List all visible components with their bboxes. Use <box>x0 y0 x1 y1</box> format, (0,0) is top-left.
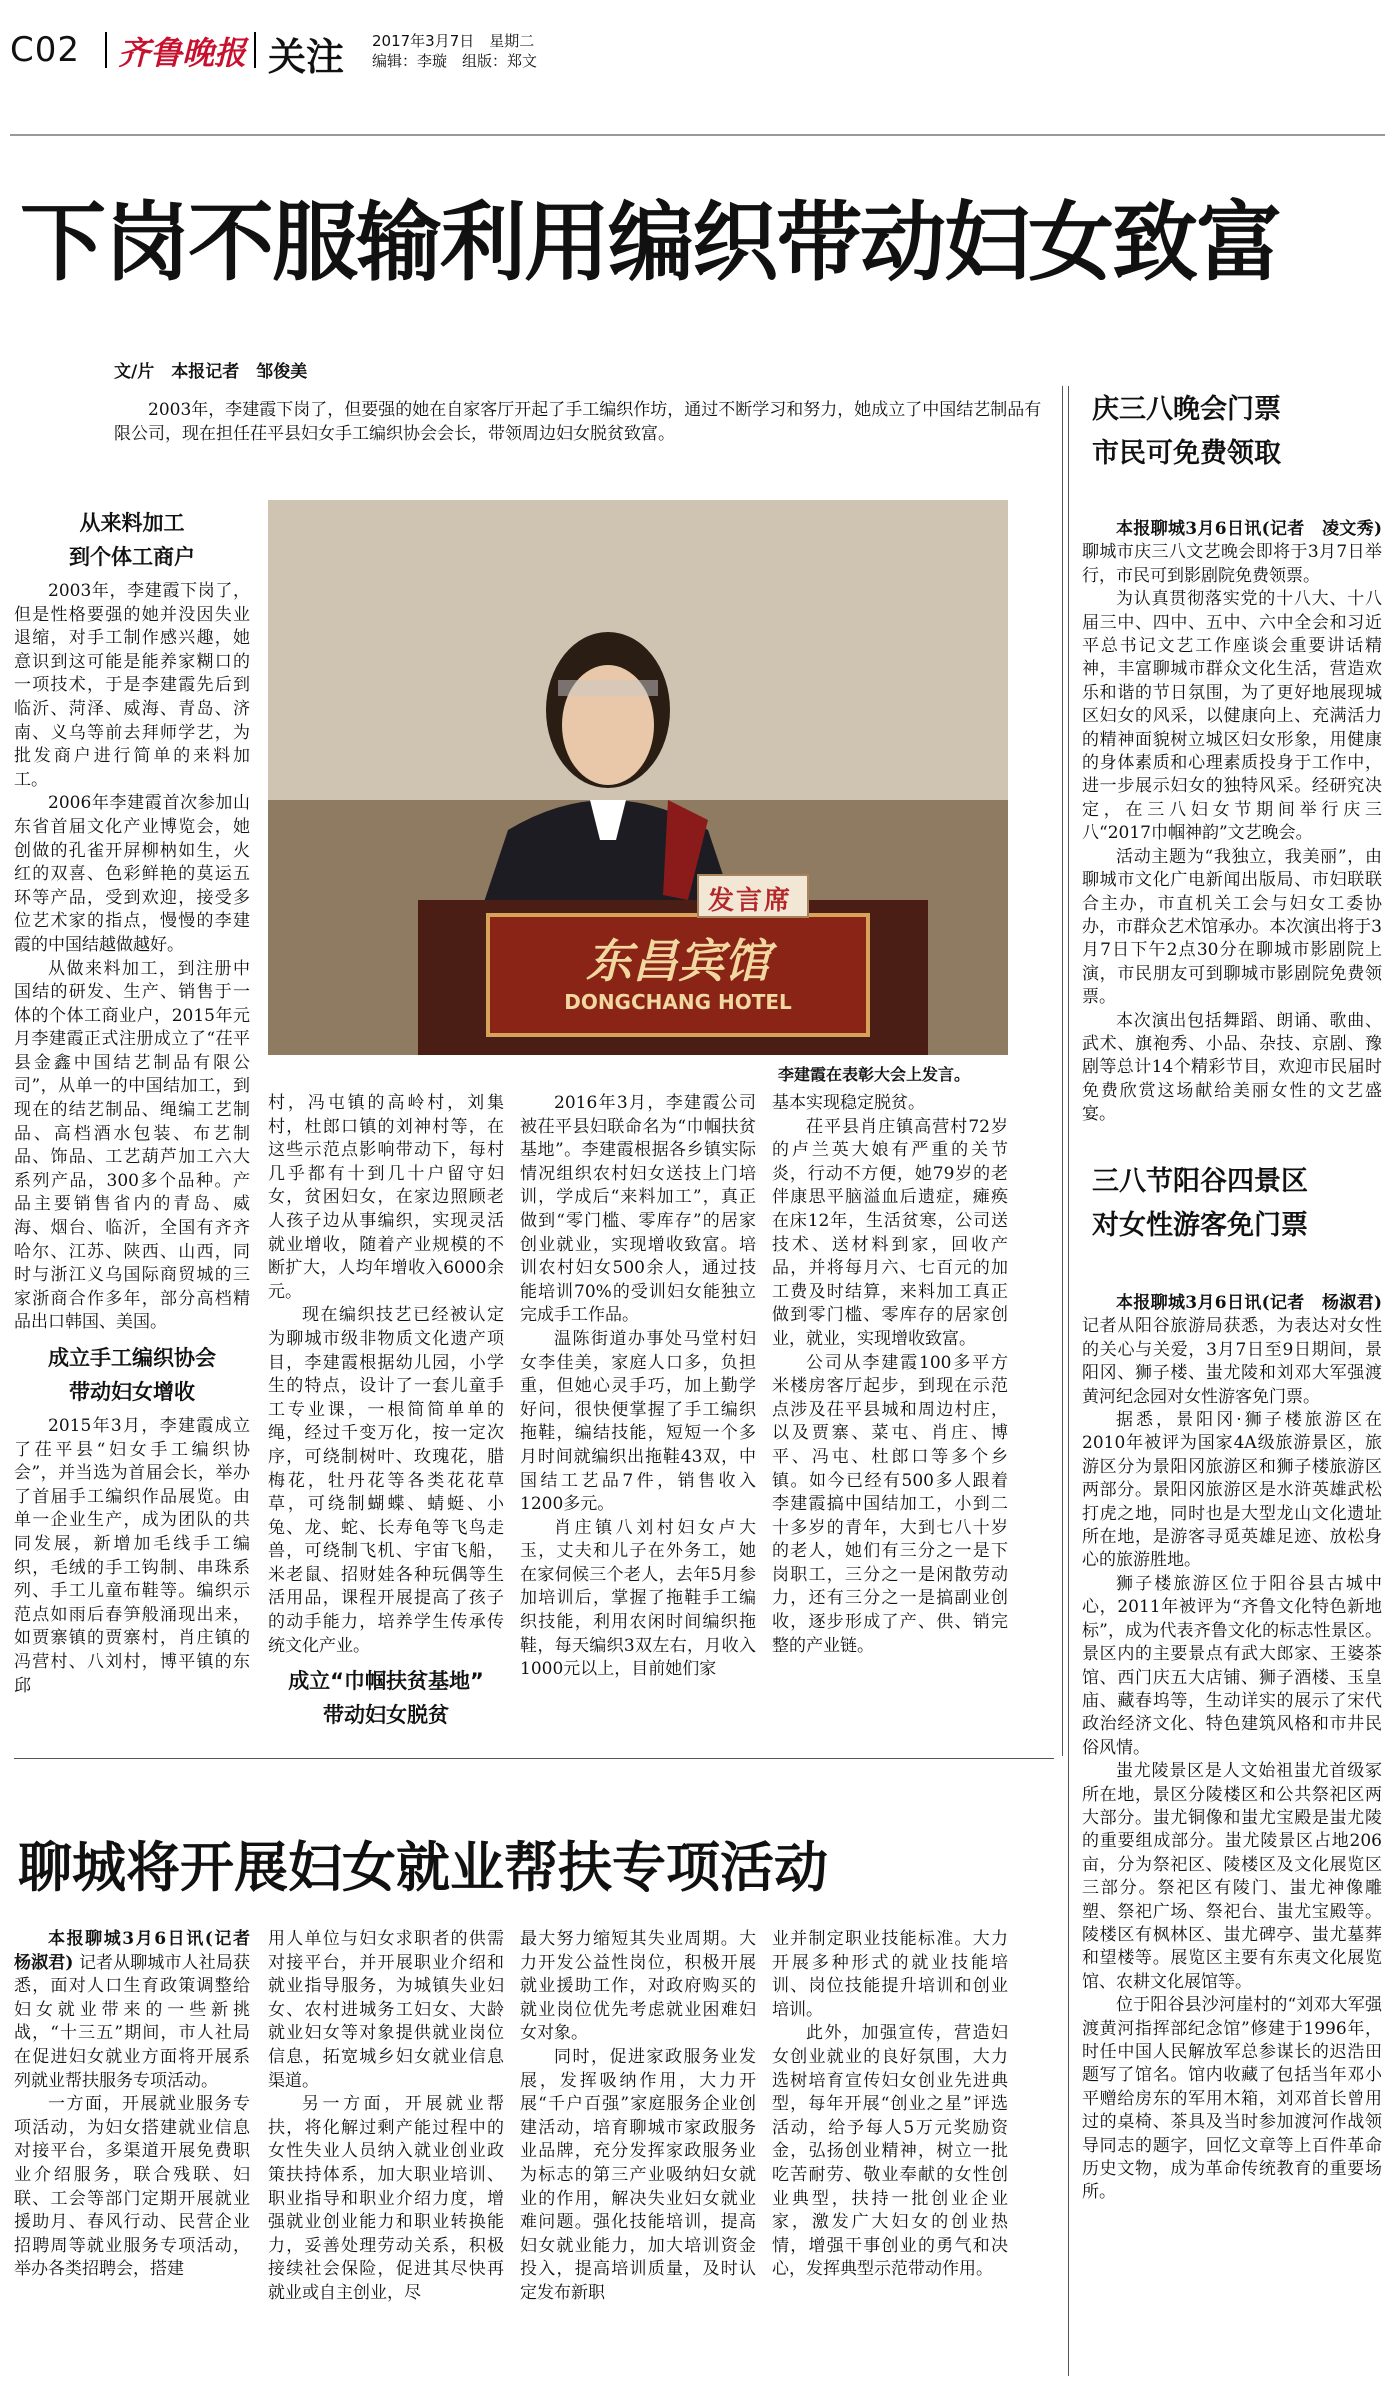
second-column-1 <box>14 1928 267 2378</box>
paragraph: 本报聊城3月6日讯(记者 凌文秀) 聊城市庆三八文艺晚会即将于3月7日举行，市民可到影剧院免费领票。 <box>1082 519 1382 586</box>
page-number: C02 <box>10 30 81 70</box>
second-column-4 <box>772 1928 1008 2378</box>
paragraph: 现在编织技艺已经被认定为聊城市级非物质文化遗产项目，李建霞根据幼儿园，小学生的特点，设计了一套儿童手工专业课，一根简简单单的绳，经过千变万化，按一定次序，可绕制树叶、玫瑰花，腊梅花，牡丹花等各类花花草草，可绕制蝴蝶、蜻蜓、小兔、龙、蛇、长寿龟等飞鸟走兽，可绕制飞机、宇宙飞船，米老鼠、招财娃各种玩偶等生活用品，课程开展提高了孩子的动手能力，培养学生传承传统文化产业。 <box>268 1305 504 1656</box>
byline: 文/片 本报记者 邹俊美 <box>114 362 308 382</box>
photo-caption: 李建霞在表彰大会上发言。 <box>778 1065 971 1084</box>
main-headline: 下岗不服输利用编织带动妇女致富 <box>20 193 1280 293</box>
paragraph: 最大努力缩短其失业周期。大力开发公益性岗位，积极开展就业援助工作，对政府购买的就业岗位优先考虑就业困难妇女对象。 <box>520 1929 756 2044</box>
paragraph: 肖庄镇八刘村妇女卢大玉，丈夫和儿子在外务工，她在家伺候三个老人，去年5月参加培训后，掌握了拖鞋手工编织技能，利用农闲时间编织拖鞋，每天编织3双左右，月收入1000元以上，目前她们家 <box>520 1517 756 1680</box>
newspaper-logo: 齐鲁晚报 <box>118 34 247 72</box>
paragraph: 一方面，开展就业服务专项活动，为妇女搭建就业信息对接平台，多渠道开展免费职业介绍服务，联合残联、妇联、工会等部门定期开展就业援助月、春风行动、民营企业招聘周等就业服务专项活动，举办各类招聘会，搭建 <box>14 2094 250 2280</box>
section-title: 关注 <box>268 35 345 79</box>
paragraph: 2006年李建霞首次参加山东省首届文化产业博览会，她创做的孔雀开屏柳枘如生，火红的双喜、色彩鲜艳的莫运五环等产品，受到欢迎，接受多位艺术家的指点，慢慢的李建霞的中国结越做越好。 <box>14 793 250 955</box>
paragraph: 另一方面，开展就业帮扶，将化解过剩产能过程中的女性失业人员纳入就业创业政策扶持体系，加大职业培训、职业指导和职业介绍力度，增强就业创业能力和职业转换能力，妥善处理劳动关系，积极接续社会保险，促进其尽快再就业或自主创业，尽 <box>268 2094 504 2303</box>
paragraph: 基本实现稳定脱贫。 <box>772 1093 925 1113</box>
main-column-2 <box>268 1092 504 1752</box>
paragraph: 用人单位与妇女求职者的供需对接平台，并开展职业介绍和就业指导服务，为城镇失业妇女、农村进城务工妇女、大龄就业妇女等对象提供就业岗位信息，拓宽城乡妇女就业信息渠道。 <box>268 1929 504 2091</box>
paragraph: 温陈街道办事处马堂村妇女李佳美，家庭人口多，负担重，但她心灵手巧，加上勤学好问，很快便掌握了手工编织拖鞋，编结技能，短短一个多月时间就编织出拖鞋43双，中国结工艺品7件，销售收入1200多元。 <box>520 1328 756 1515</box>
subheading-3: 成立“巾帼扶贫基地” 带动妇女脱贫 <box>288 1669 484 1728</box>
second-column-2 <box>268 1928 504 2378</box>
issue-date: 2017年3月7日 星期二 <box>372 32 535 50</box>
editor-credits: 编辑：李璇 组版：郑文 <box>372 52 538 70</box>
paragraph: 位于阳谷县沙河崖村的“刘邓大军强渡黄河指挥部纪念馆”修建于1996年，时任中国人民解放军总参谋长的迟浩田题写了馆名。馆内收藏了包括当年邓小平赠给房东的军用木箱，刘邓首长曾用过的桌椅、茶具及当时参加渡河作战领导同志的题字，回忆文章等上百件革命历史文物，成为革命传统教育的重要场所。 <box>1082 1995 1382 2203</box>
paragraph: 活动主题为“我独立，我美丽”，由聊城市文化广电新闻出版局、市妇联联合主办，市直机关工会与妇女工委协办，市群众艺术馆承办。本次演出将于3月7日下午2点30分在聊城市影剧院上演，市民朋友可到聊城市影剧院免费领票。 <box>1082 846 1382 1008</box>
subheading-1: 从来料加工 到个体工商户 <box>69 511 195 569</box>
paragraph: 公司从李建霞100多平方米楼房客厅起步，到现在示范点涉及茌平县城和周边村庄，以及贾寨、菜屯、肖庄、博平、冯屯、杜郎口等多个乡镇。如今已经有500多人跟着李建霞搞中国结加工，小到二十多岁的青年，大到七八十岁的老人，她们有三分之一是下岗职工，三分之一是闲散劳动力，还有三分之一是搞副业创收，逐步形成了产、供、销完整的产业链。 <box>772 1352 1008 1656</box>
main-column-1 <box>14 500 250 1750</box>
paragraph: 据悉，景阳冈·狮子楼旅游区在2010年被评为国家4A级旅游景区，旅游区分为景阳冈旅游区和狮子楼旅游区两部分。景阳冈旅游区是水浒英雄武松打虎之地，同时也是大型龙山文化遗址所在地，是游客寻觅英雄足迹、放松身心的旅游胜地。 <box>1082 1410 1382 1571</box>
main-column-3 <box>520 1092 756 1752</box>
sidebar-story2-title: 三八节阳谷四景区 对女性游客免门票 <box>1092 1166 1308 1241</box>
paragraph: 本报聊城3月6日讯(记者 杨淑君) 记者从阳谷旅游局获悉，为表达对女性的关心与关爱，3月7日至9日期间，景阳冈、狮子楼、蚩尤陵和刘邓大军强渡黄河纪念园对女性游客免门票。 <box>1082 1293 1382 1407</box>
news-photo <box>268 500 1008 1055</box>
masthead-rule <box>10 134 1385 136</box>
sidebar-story1-body <box>1082 518 1382 1148</box>
paragraph: 为认真贯彻落实党的十八大、十八届三中、四中、五中、六中全会和习近平总书记文艺工作座谈会重要讲话精神，丰富聊城市群众文化生活，营造欢乐和谐的节日氛围，为了更好地展现城区妇女的风采，以健康向上、充满活力的精神面貌树立城区妇女形象，用健康的身体素质和心理素质投身于工作中，进一步展示妇女的独特风采。经研究决定，在三八妇女节期间举行庆三八“2017巾帼神韵”文艺晚会。 <box>1082 589 1382 844</box>
paragraph: 业并制定职业技能标准。大力开展多种形式的就业技能培训、岗位技能提升培训和创业培训。 <box>772 1929 1008 2020</box>
main-column-4 <box>772 1092 1008 1752</box>
paragraph: 本报聊城3月6日讯(记者 杨淑君) 记者从聊城市人社局获悉，面对人口生育政策调整给妇女就业带来的一些新挑战，“十三五”期间，市人社局在促进妇女就业方面将开展系列就业帮扶服务专项活动。 <box>14 1929 267 2091</box>
paragraph: 本次演出包括舞蹈、朗诵、歌曲、武术、旗袍秀、小品、杂技、京剧、豫剧等总计14个精彩节目，欢迎市民届时免费欣赏这场献给美丽女性的文艺盛宴。 <box>1082 1010 1382 1125</box>
paragraph: 蚩尤陵景区是人文始祖蚩尤首级冢所在地，景区分陵楼区和公共祭祀区两大部分。蚩尤铜像和蚩尤宝殿是蚩尤陵的重要组成部分。蚩尤陵景区占地206亩，分为祭祀区、陵楼区及文化展览区三部分。祭祀区有陵门、蚩尤神像雕塑、祭祀广场、祭祀台、蚩尤宝殿等。陵楼区有枫林区、蚩尤碑亭、蚩尤墓葬和望楼等。展览区主要有东夷文化展览馆、农耕文化展馆等。 <box>1082 1761 1382 1992</box>
sidebar-story2-body <box>1082 1292 1382 2382</box>
dateline: 本报聊城3月6日讯(记者 杨淑君) <box>1116 1293 1382 1313</box>
lead-paragraph <box>114 398 1049 446</box>
paragraph: 茌平县肖庄镇高营村72岁的卢兰英大娘有严重的关节炎，行动不方便，她79岁的老伴康思平脑溢血后遗症，瘫痪在床12年，生活贫寒，公司送技术、送材料到家，回收产品，并将每月六、七百元的加工费及时结算，来料加工真正做到零门槛、零库存的居家创业，就业，实现增收致富。 <box>772 1116 1008 1349</box>
lead-text: 2003年，李建霞下岗了，但要强的她在自家客厅开起了手工编织作坊，通过不断学习和努力，她成立了中国结艺制品有限公司，现在担任茌平县妇女手工编织协会会长，带领周边妇女脱贫致富。 <box>114 400 1042 444</box>
second-column-3 <box>520 1928 756 2378</box>
sidebar <box>1082 388 1382 476</box>
paragraph: 此外，加强宣传，营造妇女创业就业的良好氛围，大力选树培育宣传妇女创业先进典型，每年开展“创业之星”评选活动，给予每人5万元奖励资金，弘扬创业精神，树立一批吃苦耐劳、敬业奉献的女性创业典型，扶持一批创业企业家，激发广大妇女的创业热情，增强干事创业的勇气和决心，发挥典型示范带动作用。 <box>772 2023 1008 2280</box>
sign-hotel-name-en: DONGCHANG HOTEL <box>564 990 792 1014</box>
paragraph: 从做来料加工，到注册中国结的研发、生产、销售于一体的个体工商业户，2015年元月李建霞正式注册成立了“茌平县金鑫中国结艺制品有限公司”，从单一的中国结加工，到现在的结艺制品、绳编工艺制品、高档酒水包装、布艺制品、饰品、工艺葫芦加工六大系列产品，300多个品种。产品主要销售省内的青岛、威海、烟台、临沂，全国有齐齐哈尔、江苏、陕西、山西，同时与浙江义乌国际商贸城的三家浙商合作多年，部分高档精品出口韩国、美国。 <box>14 958 250 1333</box>
paragraph: 2016年3月，李建霞公司被茌平县妇联命名为“巾帼扶贫基地”。李建霞根据各乡镇实际情况组织农村妇女送技上门培训，学成后“来料加工”，真正做到“零门槛、零库存”的居家创业就业，实现增收致富。培训农村妇女500余人，通过技能培训70%的受训妇女能独立完成手工作品。 <box>520 1093 756 1326</box>
paragraph: 2015年3月，李建霞成立了茌平县“妇女手工编织协会”，并当选为首届会长，举办了首届手工编织作品展览。由单一企业生产，成为团队的共同发展，新增加毛线手工编织，毛绒的手工钩制、串珠系列、手工儿童布鞋等。编织示范点如雨后春笋般涌现出来，如贾寨镇的贾寨村，肖庄镇的冯营村、八刘村，博平镇的东邱 <box>14 1416 250 1696</box>
paragraph: 2003年，李建霞下岗了，但是性格要强的她并没因失业退缩，对手工制作感兴趣，她意识到这可能是能养家糊口的一项技术，于是李建霞先后到临沂、菏泽、威海、青岛、济南、义乌等前去拜师学艺，为批发商户进行简单的来料加工。 <box>14 581 250 790</box>
subheading-2: 成立手工编织协会 带动妇女增收 <box>48 1346 216 1404</box>
dateline: 本报聊城3月6日讯(记者 杨淑君) <box>14 1929 267 1973</box>
sidebar-story1-title: 庆三八晚会门票 市民可免费领取 <box>1092 394 1281 469</box>
dateline: 本报聊城3月6日讯(记者 凌文秀) <box>1116 519 1382 539</box>
paragraph: 同时，促进家政服务业发展，发挥吸纳作用，大力开展“千户百强”家庭服务企业创建活动，培育聊城市家政服务业品牌，充分发挥家政服务业为标志的第三产业吸纳妇女就业的作用，解决失业妇女就业难问题。强化技能培训，提高妇女就业能力，加大培训资金投入，提高培训质量，及时认定发布新职 <box>520 2046 756 2303</box>
sign-speaker-desk: 发言席 <box>708 886 793 916</box>
paragraph: 狮子楼旅游区位于阳谷县古城中心，2011年被评为“齐鲁文化特色新地标”，成为代表齐鲁文化的标志性景区。景区内的主要景点有武大郎家、王婆茶馆、西门庆五大店铺、狮子酒楼、玉皇庙、藏春坞等，生动详实的展示了宋代政治经济文化、特色建筑风格和市井民俗风情。 <box>1082 1573 1382 1758</box>
paragraph: 村，冯屯镇的高岭村，刘集村，杜郎口镇的刘神村等，在这些示范点影响带动下，每村几乎都有十到几十户留守妇女，贫困妇女，在家边照顾老人孩子边从事编织，实现灵活就业增收，随着产业规模的不断扩大，人均年增收入6000余元。 <box>268 1093 504 1302</box>
second-headline: 聊城将开展妇女就业帮扶专项活动 <box>18 1836 828 1899</box>
sign-hotel-name: 东昌宾馆 <box>586 934 770 988</box>
